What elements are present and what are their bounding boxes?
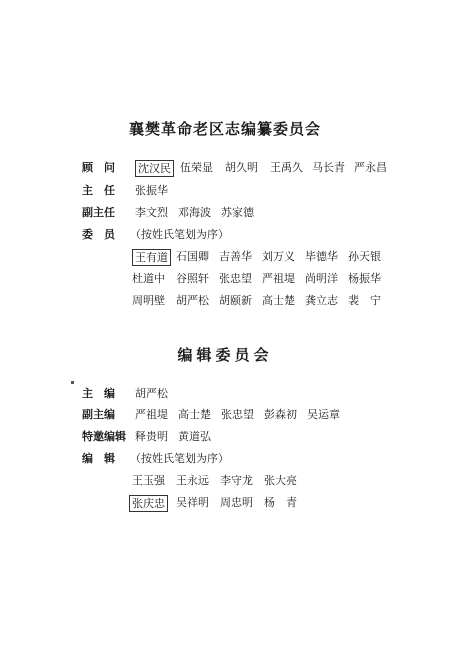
row-label: 副主任 — [82, 206, 115, 219]
row-label: 委 员 — [82, 228, 115, 241]
person-name: 邓海波 — [178, 206, 211, 219]
editorial-title: 编辑委员会 — [177, 346, 273, 364]
committee-title: 襄樊革命老区志编纂委员会 — [128, 120, 321, 138]
person-name: 胡颐新 — [219, 294, 252, 307]
ordering-note: （按姓氏笔划为序） — [130, 228, 229, 241]
person-name: 张忠望 — [221, 408, 254, 421]
person-name: 沈汉民 — [135, 160, 174, 177]
person-name: 张忠望 — [219, 272, 252, 285]
person-name: 尚明洋 — [305, 272, 338, 285]
person-name: 李守龙 — [220, 474, 253, 487]
person-name: 张庆忠 — [129, 495, 168, 512]
person-name: 龚立志 — [305, 294, 338, 307]
person-name: 周忠明 — [220, 496, 253, 509]
person-name: 释贵明 — [135, 430, 168, 443]
person-name: 杨振华 — [348, 272, 381, 285]
person-name: 王有道 — [132, 249, 171, 266]
row-label: 编 辑 — [82, 452, 115, 465]
person-name: 孙天银 — [348, 250, 381, 263]
deputy-editor-row — [82, 405, 340, 425]
person-name: 严祖堤 — [262, 272, 295, 285]
scan-speck — [71, 381, 74, 384]
row-label: 主 编 — [82, 387, 115, 400]
person-name: 胡久明 — [225, 161, 258, 174]
person-name: 高士楚 — [262, 294, 295, 307]
row-label: 主 任 — [82, 184, 115, 197]
chief-editor-row — [82, 384, 168, 404]
director-row — [82, 181, 168, 201]
person-name: 苏家德 — [221, 206, 254, 219]
person-name: 吴运章 — [307, 408, 340, 421]
member-row — [82, 225, 229, 245]
person-name: 石国卿 — [176, 250, 209, 263]
person-name: 王永远 — [176, 474, 209, 487]
person-name: 裴 宁 — [348, 294, 381, 307]
deputy-director-row — [82, 203, 254, 223]
person-name: 刘万义 — [262, 250, 295, 263]
row-label: 副主编 — [82, 408, 115, 421]
person-name: 杨 青 — [264, 496, 297, 509]
person-name: 张振华 — [135, 184, 168, 197]
person-name: 李文烈 — [135, 206, 168, 219]
editor-row — [82, 449, 229, 469]
person-name: 张大亮 — [264, 474, 297, 487]
person-name: 严永昌 — [354, 161, 387, 174]
person-name: 黄道弘 — [178, 430, 211, 443]
person-name: 高士楚 — [178, 408, 211, 421]
person-name: 王玉强 — [132, 474, 165, 487]
person-name: 毕德华 — [305, 250, 338, 263]
person-name: 吉善华 — [219, 250, 252, 263]
row-label: 顾 问 — [82, 161, 115, 174]
person-name: 彭森初 — [264, 408, 297, 421]
person-name: 严祖堤 — [135, 408, 168, 421]
person-name: 周明壁 — [132, 294, 165, 307]
person-name: 王禹久 — [270, 161, 303, 174]
ordering-note: （按姓氏笔划为序） — [130, 452, 229, 465]
person-name: 吴祥明 — [176, 496, 209, 509]
person-name: 伍荣显 — [180, 161, 213, 174]
person-name: 胡严松 — [176, 294, 209, 307]
person-name: 马长青 — [312, 161, 345, 174]
person-name: 杜道中 — [132, 272, 165, 285]
guest-editor-row — [82, 427, 211, 447]
row-label: 特邀编辑 — [82, 430, 126, 443]
person-name: 胡严松 — [135, 387, 168, 400]
advisor-row — [82, 158, 387, 178]
person-name: 谷照轩 — [176, 272, 209, 285]
